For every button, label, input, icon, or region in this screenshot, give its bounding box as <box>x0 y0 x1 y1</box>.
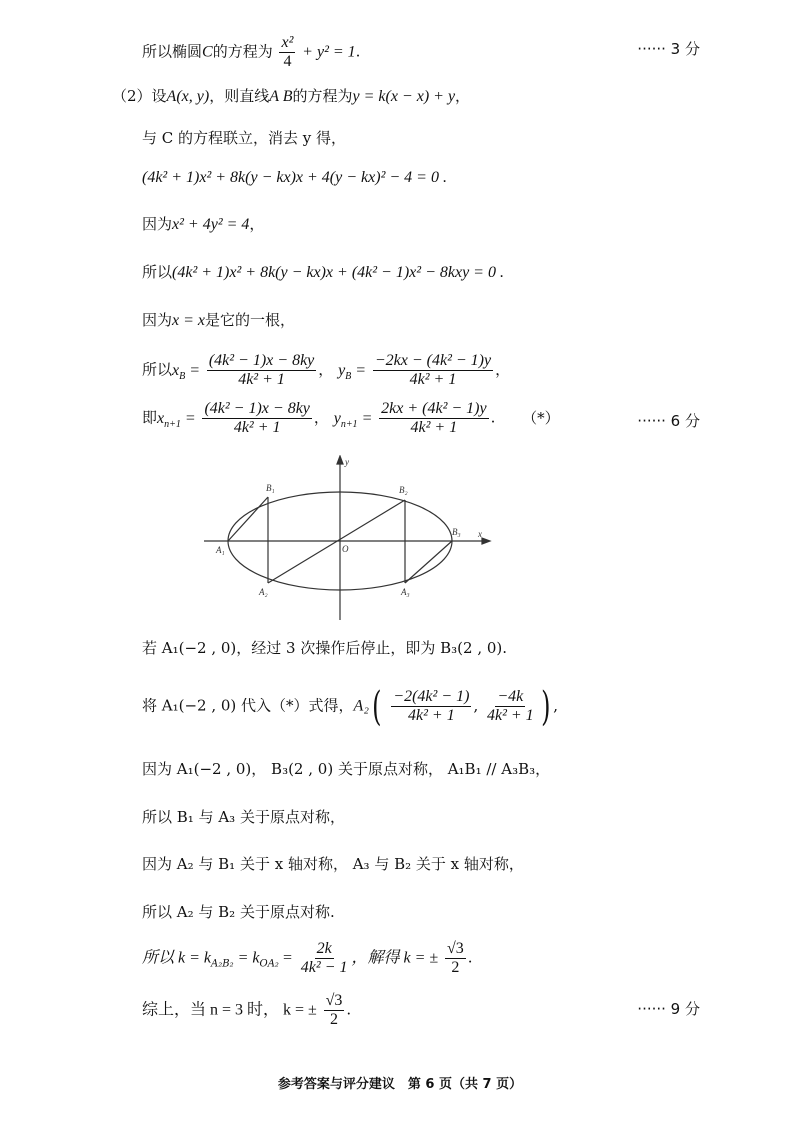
segment-a3-b3 <box>405 541 452 583</box>
segment-a1-b1 <box>228 497 268 541</box>
line-combine: 与 C 的方程联立，消去 y 得， <box>142 129 347 147</box>
fraction-x2-over-4: $\frac{\text{x²}}{4}$ <box>281 34 294 70</box>
score-6: ······ 6 分 <box>637 412 700 430</box>
x-arrow <box>482 538 490 544</box>
label-y: y <box>345 457 349 467</box>
label-a3: A₃ <box>401 587 410 597</box>
score-3: ······ 3 分 <box>637 40 700 58</box>
line-substituted-quadratic: 所以(4k² + 1)x² + 8k(y − kx)x + (4k² − 1)x² − 8kxy = 0 . <box>142 263 504 281</box>
line-root: 因为x = x是它的一根， <box>142 311 296 329</box>
line-ellipse-equation: 所以椭圆C的方程为 $\frac{\text{x²}}{4}$ + y² = 1. <box>142 34 361 70</box>
line-part2-setup: （2）设A(x, y)，则直线A B的方程为y = k(x − x) + y， <box>112 87 471 105</box>
y-arrow <box>337 456 343 464</box>
line-symmetry-a1-b3: 因为 A₁(−2 , 0)， B₃(2 , 0) 关于原点对称， A₁B₁ // A₃B₃， <box>142 760 551 778</box>
line-axis-symmetry: 因为 A₂ 与 B₁ 关于 x 轴对称， A₃ 与 B₂ 关于 x 轴对称， <box>142 855 524 873</box>
line-substitute-a1: 将 A₁(−2 , 0) 代入（*）式得，A₂( $\frac{\text{−2(4k² − 1)}}{\text{4k² + 1}}$ , $\frac{-4k}{\text{4k² + 1}}$ ) , <box>142 683 559 730</box>
line-recurrence: 即$x_{n+1}$ = $\frac{\text{(4k² − 1)x − 8ky}}{\text{4k² + 1}}$ ， $y_{n+1}$ = $\frac{\text{2kx + (4k² − 1)y}}{\text{4k² + 1}}$ . （*） <box>142 400 560 436</box>
line-a2-b2-symmetric: 所以 A₂ 与 B₂ 关于原点对称. <box>142 903 335 921</box>
label-a2: A₂ <box>259 587 268 597</box>
score-9: ······ 9 分 <box>637 1000 700 1018</box>
label-o: O <box>342 544 349 554</box>
line-because-point-on-ellipse: 因为x² + 4y² = 4， <box>142 215 265 233</box>
line-b1-a3-symmetric: 所以 B₁ 与 A₃ 关于原点对称， <box>142 808 345 826</box>
line-three-operations: 若 A₁(−2 , 0)，经过 3 次操作后停止，即为 B₃(2 , 0). <box>142 639 508 657</box>
label-a1: A₁ <box>216 545 225 555</box>
page-footer: 参考答案与评分建议 第 6 页（共 7 页） <box>277 1077 523 1092</box>
label-x: x <box>478 529 482 539</box>
line-solve-k: 所以 $k = k_{A_2B_2} = k_{OA_2}$ = $\frac{2k}{\text{4k² − 1}}$ ，解得 k = ± $\frac{√3}{2}$ . <box>142 940 473 976</box>
ellipse-figure <box>200 455 500 625</box>
line-b-coordinates: 所以$x_B$ = $\frac{\text{(4k² − 1)x − 8ky}}{\text{4k² + 1}}$ ， $y_B$ = $\frac{\text{−2kx − (4k² − 1)y}}{\text{4k² + 1}}$ ， <box>142 352 511 388</box>
label-b2: B₂ <box>399 485 408 495</box>
line-quadratic: (4k² + 1)x² + 8k(y − kx)x + 4(y − kx)² − 4 = 0 . <box>142 169 447 186</box>
line-conclusion: 综上，当 n = 3 时， k = ± $\frac{√3}{2}$ . <box>142 992 352 1028</box>
label-b1: B₁ <box>266 483 275 493</box>
label-b3: B₃ <box>452 527 461 537</box>
